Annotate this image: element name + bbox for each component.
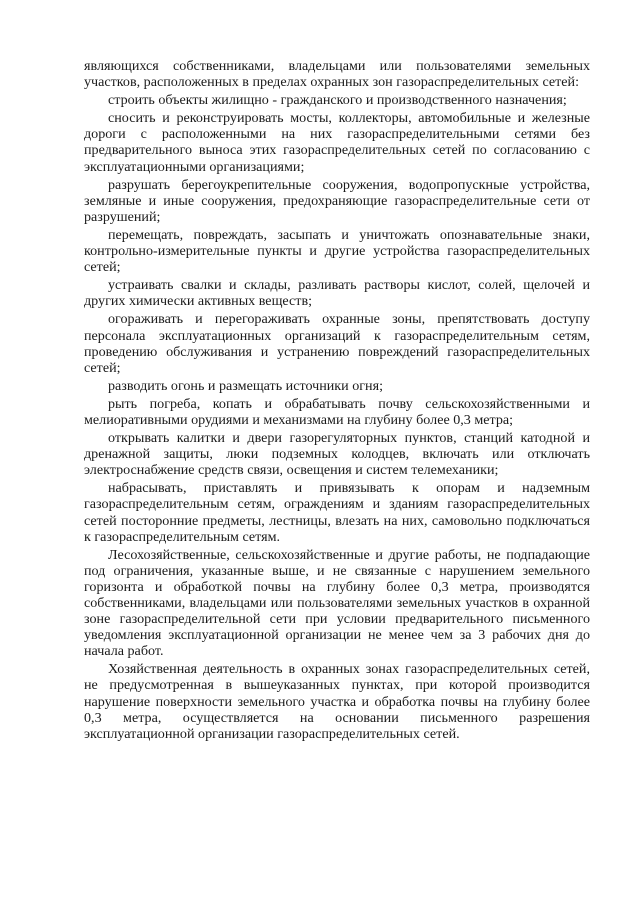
paragraph-construction: строить объекты жилищно - гражданского и производственного назначения; [108,92,567,109]
paragraph-forestry: Лесохозяйственные, сельскохозяйственные и другие работы, не подпадающие под ограничения, указанные выше, и не связанные с нарушением земельного горизонта и обработкой почвы на глубину более 0,3 метра, производятся собственниками, владельцами или пользователями земельных участков в охранной зоне газораспределительной сети при условии предварительного письменного уведомления эксплуатационной организации не менее чем за 3 рабочих дня до начала работ. [84,546,590,660]
paragraph-economic-activity: Хозяйственная деятельность в охранных зонах газораспределительных сетей, не предусмотренная в вышеуказанных пунктах, при которой производится нарушение поверхности земельного участка и обработка почвы на глубину более 0,3 метра, осуществляется на основании письменного разрешения эксплуатационной организации газораспределительных сетей. [84,661,590,742]
paragraph-fire: разводить огонь и размещать источники огня; [108,377,383,394]
paragraph-digging: рыть погреба, копать и обрабатывать почву сельскохозяйственными и мелиоративными орудиями и механизмами на глубину более 0,3 метра; [84,395,590,428]
paragraph-bank-protection: разрушать берегоукрепительные сооружения, водопропускные устройства, земляные и иные сооружения, предохраняющие газораспределительные сети от разрушений; [84,176,590,225]
paragraph-markers: перемещать, повреждать, засыпать и уничтожать опознавательные знаки, контрольно-измерительные пункты и другие устройства газораспределительных сетей; [84,226,590,276]
paragraph-dumps: устраивать свалки и склады, разливать растворы кислот, солей, щелочей и других химически активных веществ; [84,277,590,310]
paragraph-fencing: огораживать и перегораживать охранные зоны, препятствовать доступу персонала эксплуатационных организаций к газораспределительным сетям, проведению обслуживания и устранению повреждений газораспределительных сетей; [84,311,590,376]
paragraph-demolition: сносить и реконструировать мосты, коллекторы, автомобильные и железные дороги с расположенными на них газораспределительными сетями без предварительного выноса этих газораспределительных сетей по согласованию с эксплуатационными организациями; [84,110,590,175]
paragraph-continuation: являющихся собственниками, владельцами или пользователями земельных участков, расположенных в пределах охранных зон газораспределительных сетей: [84,58,590,91]
paragraph-doors: открывать калитки и двери газорегуляторных пунктов, станций катодной и дренажной защиты, люки подземных колодцев, включать или отключать электроснабжение средств связи, освещения и систем телемеханики; [84,430,590,479]
paragraph-objects: набрасывать, приставлять и привязывать к опорам и надземным газораспределительным сетям, ограждениям и зданиям газораспределительных сетей посторонние предметы, лестницы, влезать на них, самовольно подключаться к газораспределительным сетям. [84,480,590,545]
